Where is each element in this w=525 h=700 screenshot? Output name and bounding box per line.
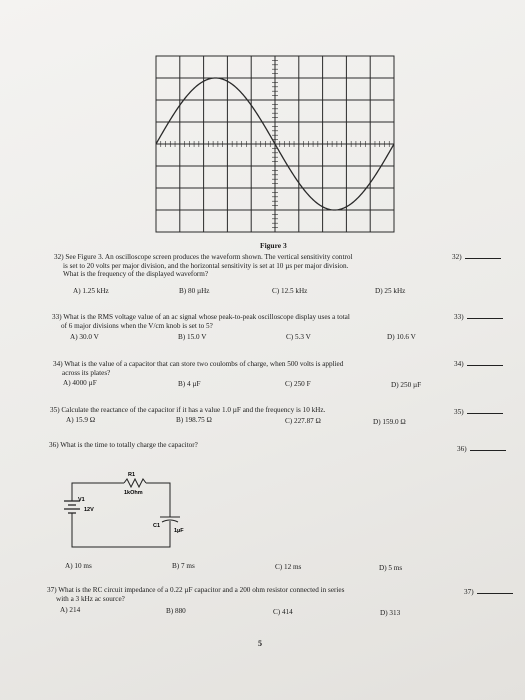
choice-a: A) 1.25 kHz <box>73 287 109 295</box>
choice-d: D) 159.0 Ω <box>373 418 406 426</box>
answer-slot-32[interactable] <box>452 253 501 262</box>
answer-blank[interactable] <box>465 258 501 259</box>
question-text: of 6 major divisions when the V/cm knob is set to 5? <box>61 321 213 330</box>
choice-b: B) 80 µHz <box>179 287 210 295</box>
wire <box>146 483 170 517</box>
choice-a: A) 4000 µF <box>63 379 97 387</box>
choice-c: C) 250 F <box>285 380 311 388</box>
choice-b: B) 15.0 V <box>178 333 207 341</box>
choice-d: D) 5 ms <box>379 564 403 572</box>
choice-c: C) 414 <box>273 608 293 616</box>
answer-slot-33[interactable] <box>454 313 503 322</box>
question-text: 35) Calculate the reactance of the capacitor if it has a value 1.0 µF and the frequency is 10 kHz. <box>50 406 326 414</box>
choice-c: C) 5.3 V <box>286 333 311 341</box>
resistor-symbol <box>124 479 146 487</box>
answer-blank[interactable] <box>470 450 506 451</box>
answer-slot-37[interactable] <box>464 588 513 597</box>
question-text: 36) What is the time to totally charge the capacitor? <box>49 441 198 449</box>
choice-a: A) 10 ms <box>65 562 92 570</box>
choice-d: D) 250 µF <box>391 381 422 389</box>
question-text: across its plates? <box>62 368 111 377</box>
source-value: 12V <box>84 507 94 513</box>
choice-d: D) 313 <box>380 609 401 617</box>
question-text: What is the frequency of the displayed waveform? <box>63 270 209 279</box>
answer-blank[interactable] <box>467 365 503 366</box>
question-37 <box>47 586 344 603</box>
capacitor-name: C1 <box>153 523 161 529</box>
choice-d: D) 10.6 V <box>387 333 416 341</box>
choice-d: D) 25 kHz <box>375 287 406 295</box>
resistor-value: 1kOhm <box>124 490 143 496</box>
question-text: 37) What is the RC circuit impedance of a 0.22 µF capacitor and a 200 ohm resistor connected in series <box>47 586 345 594</box>
source-name: V1 <box>78 497 85 503</box>
page-number: 5 <box>258 639 262 648</box>
choice-b: B) 7 ms <box>172 562 195 570</box>
question-32 <box>54 253 352 279</box>
answer-blank[interactable] <box>477 593 513 594</box>
question-number: 32) <box>452 253 462 261</box>
answer-blank[interactable] <box>467 318 503 319</box>
answer-slot-36[interactable] <box>457 445 506 454</box>
answer-slot-34[interactable] <box>454 360 503 369</box>
question-text: with a 3 kHz ac source? <box>56 594 125 603</box>
question-text: 33) What is the RMS voltage value of an ac signal whose peak-to-peak oscilloscope display uses a total <box>52 313 350 321</box>
question-number: 35) <box>454 408 464 416</box>
oscilloscope-figure <box>150 52 400 242</box>
answer-slot-35[interactable] <box>454 408 503 417</box>
choice-c: C) 12 ms <box>275 563 302 571</box>
capacitor-value: 1µF <box>174 528 184 534</box>
choice-c: C) 227.87 Ω <box>285 417 321 425</box>
question-text: 34) What is the value of a capacitor that can store two coulombs of charge, when 500 volts is applied <box>53 360 344 368</box>
choice-a: A) 30.0 V <box>70 333 99 341</box>
question-34 <box>53 360 343 377</box>
choice-a: A) 15.9 Ω <box>66 416 96 424</box>
resistor-name: R1 <box>128 472 136 478</box>
question-33 <box>52 313 350 330</box>
question-number: 36) <box>457 445 467 453</box>
question-text: is set to 20 volts per major division, and the horizontal sensitivity is set at 10 µs per major division. <box>63 261 349 270</box>
question-36 <box>49 441 198 450</box>
rc-circuit-diagram <box>60 463 200 555</box>
question-number: 34) <box>454 360 464 368</box>
answer-blank[interactable] <box>467 413 503 414</box>
question-number: 37) <box>464 588 474 596</box>
wire <box>72 483 124 493</box>
question-35 <box>50 406 325 415</box>
figure-caption: Figure 3 <box>260 241 287 250</box>
choice-c: C) 12.5 kHz <box>272 287 308 295</box>
choice-b: B) 880 <box>166 607 186 615</box>
question-text: 32) See Figure 3. An oscilloscope screen produces the waveform shown. The vertical sensitivity control <box>54 253 353 261</box>
question-number: 33) <box>454 313 464 321</box>
choice-b: B) 4 µF <box>178 380 201 388</box>
choice-a: A) 214 <box>60 606 81 614</box>
choice-b: B) 198.75 Ω <box>176 416 212 424</box>
